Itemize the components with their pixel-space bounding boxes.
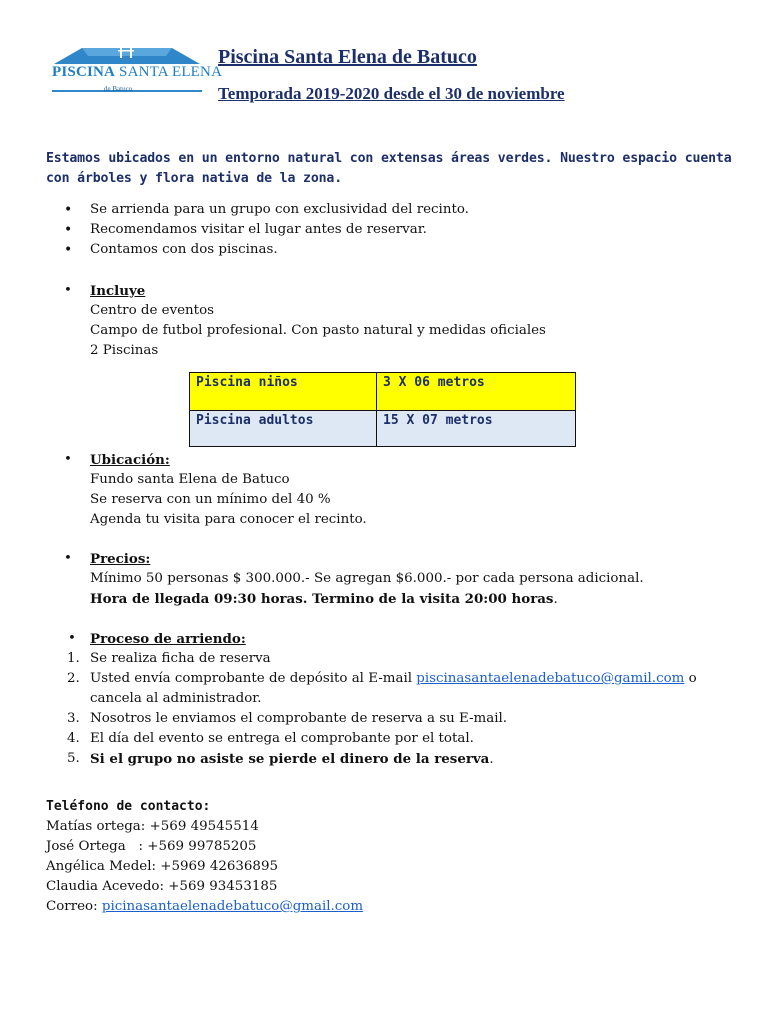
section-line: 2 Piscinas bbox=[90, 343, 159, 358]
list-item: 1. Se realiza ficha de reserva bbox=[67, 651, 271, 666]
section-heading: • Ubicación: bbox=[64, 450, 764, 470]
contact-email-line: Correo: picinasantaelenadebatuco@gmail.com bbox=[46, 899, 364, 914]
table-row bbox=[190, 373, 576, 411]
table-cell: Piscina niños bbox=[190, 373, 377, 411]
list-item: • Recomendamos visitar el lugar antes de reservar. bbox=[64, 220, 469, 240]
section-incluye bbox=[64, 281, 764, 361]
contact-line: Angélica Medel: +5969 42636895 bbox=[46, 859, 278, 874]
list-item: 3. Nosotros le enviamos el comprobante de reserva a su E-mail. bbox=[67, 711, 508, 726]
features-list bbox=[64, 200, 469, 260]
table-cell: 15 X 07 metros bbox=[377, 411, 576, 447]
list-item: • Se arrienda para un grupo con exclusividad del recinto. bbox=[64, 200, 469, 220]
price-line: Mínimo 50 personas $ 300.000.- Se agregan $6.000.- por cada persona adicional. bbox=[90, 571, 644, 586]
section-line: Campo de futbol profesional. Con pasto natural y medidas oficiales bbox=[90, 323, 546, 338]
section-proceso bbox=[68, 629, 768, 649]
section-heading: • Precios: bbox=[64, 549, 764, 569]
contact-heading: Teléfono de contacto: bbox=[46, 799, 211, 814]
contact-section bbox=[46, 797, 363, 917]
section-line: Fundo santa Elena de Batuco bbox=[90, 472, 290, 487]
section-line: Centro de eventos bbox=[90, 303, 215, 318]
intro-paragraph: Estamos ubicados en un entorno natural con extensas áreas verdes. Nuestro espacio cuenta con árboles y flora nativa de la zona. bbox=[46, 151, 732, 186]
page-title: Piscina Santa Elena de Batuco bbox=[218, 46, 477, 68]
table-cell: Piscina adultos bbox=[190, 411, 377, 447]
list-item: 5. Si el grupo no asiste se pierde el dinero de la reserva. bbox=[67, 751, 494, 767]
page-subtitle: Temporada 2019-2020 desde el 30 de noviembre bbox=[218, 84, 565, 103]
logo-subtitle: de Batuco bbox=[104, 85, 133, 93]
contact-line: Matías ortega: +569 49545514 bbox=[46, 819, 259, 834]
list-item: 2. Usted envía comprobante de depósito al E-mail piscinasantaelenadebatuco@gamil.com o cancela al administrador. bbox=[67, 671, 697, 706]
section-line: Agenda tu visita para conocer el recinto. bbox=[90, 512, 367, 527]
logo-text: PISCINA SANTA ELENA bbox=[52, 64, 223, 80]
pools-table bbox=[189, 372, 576, 447]
contact-email-link[interactable]: picinasantaelenadebatuco@gmail.com bbox=[101, 899, 364, 914]
section-ubicacion bbox=[64, 450, 764, 530]
section-line: Se reserva con un mínimo del 40 % bbox=[90, 492, 331, 507]
contact-line: Claudia Acevedo: +569 93453185 bbox=[46, 879, 278, 894]
process-steps bbox=[46, 649, 746, 770]
section-precios bbox=[64, 549, 764, 610]
section-heading: • Proceso de arriendo: bbox=[68, 629, 768, 649]
list-item: 4. El día del evento se entrega el comprobante por el total. bbox=[67, 731, 474, 746]
list-item: • Contamos con dos piscinas. bbox=[64, 240, 469, 260]
table-cell: 3 X 06 metros bbox=[377, 373, 576, 411]
schedule-line: Hora de llegada 09:30 horas. Termino de la visita 20:00 horas. bbox=[90, 591, 558, 607]
table-row bbox=[190, 411, 576, 447]
email-link[interactable]: piscinasantaelenadebatuco@gamil.com bbox=[416, 671, 685, 686]
contact-line: José Ortega : +569 99785205 bbox=[46, 839, 257, 854]
section-heading: • Incluye bbox=[64, 281, 764, 301]
